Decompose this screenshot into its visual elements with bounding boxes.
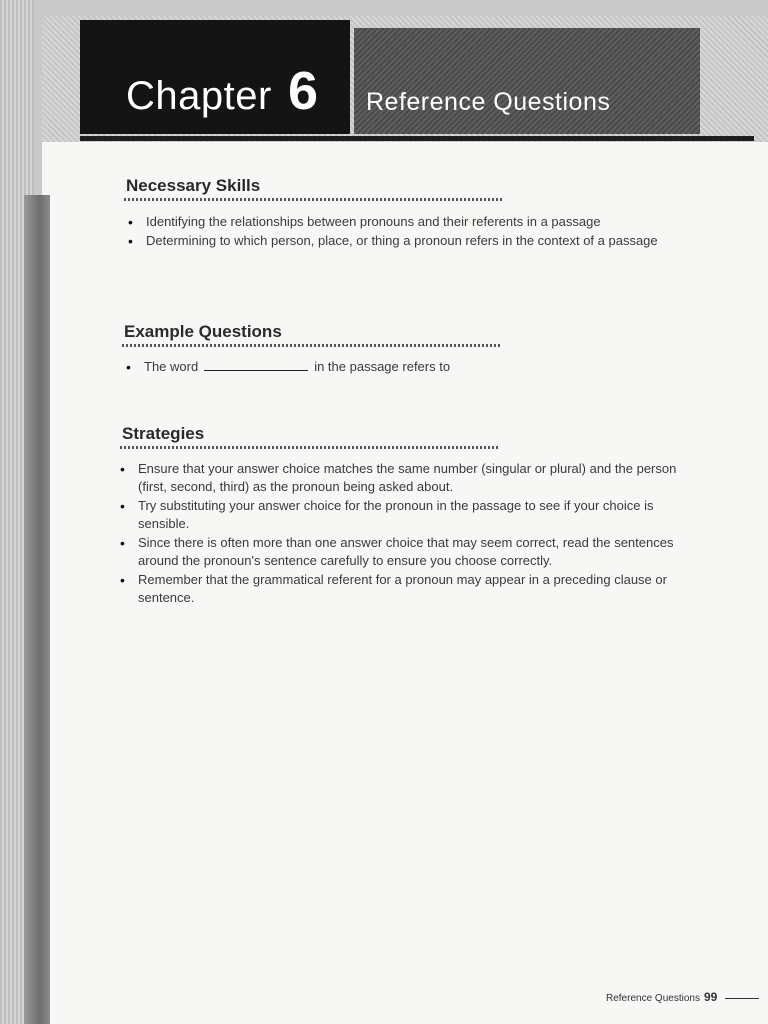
necessary-skills-heading: Necessary Skills — [126, 176, 261, 195]
bullet-icon: • — [126, 359, 131, 375]
list-item — [126, 213, 696, 231]
list-item-text: Try substituting your answer choice for the pronoun in the passage to see if your choice is sensible. — [138, 498, 654, 531]
list-item-text: Ensure that your answer choice matches the same number (singular or plural) and the person (first, second, third) as the pronoun being asked about. — [138, 461, 677, 494]
section-divider — [122, 344, 502, 347]
section-divider — [124, 198, 504, 201]
running-title: Reference Questions — [606, 993, 700, 1004]
chapter-title-box — [354, 28, 700, 134]
necessary-skills-list — [126, 213, 696, 251]
footer-rule — [725, 998, 759, 999]
strategies-list — [118, 460, 688, 608]
chapter-title: Reference Questions — [366, 88, 611, 116]
chapter-word: Chapter — [126, 74, 272, 118]
header-rule — [80, 136, 754, 141]
example-text-after: in the passage refers to — [314, 359, 451, 374]
section-divider — [120, 446, 500, 449]
blank-line — [204, 358, 308, 371]
bullet-icon: • — [120, 572, 125, 588]
book-binding-shadow — [24, 195, 50, 1024]
example-questions-list — [124, 358, 694, 377]
list-item-text: Remember that the grammatical referent for a pronoun may appear in a preceding clause or sentence. — [138, 572, 667, 605]
example-text-before: The word — [144, 359, 199, 374]
bullet-icon: • — [120, 461, 125, 477]
page-footer — [606, 990, 717, 1004]
bullet-icon: • — [128, 233, 133, 249]
list-item — [118, 534, 688, 570]
bullet-icon: • — [128, 214, 133, 230]
list-item — [118, 460, 688, 496]
bullet-icon: • — [120, 535, 125, 551]
list-item-text: Identifying the relationships between pronouns and their referents in a passage — [146, 214, 601, 229]
bullet-icon: • — [120, 498, 125, 514]
list-item — [124, 358, 694, 376]
list-item-text: Since there is often more than one answer choice that may seem correct, read the sentences around the pronoun's sentence carefully to ensure you choose correctly. — [138, 535, 674, 568]
list-item — [118, 497, 688, 533]
chapter-number: 6 — [288, 61, 319, 121]
list-item — [126, 232, 696, 250]
page-number: 99 — [703, 990, 718, 1004]
list-item — [118, 571, 688, 607]
strategies-heading: Strategies — [122, 424, 205, 443]
list-item-text: Determining to which person, place, or thing a pronoun refers in the context of a passage — [146, 233, 658, 248]
example-questions-heading: Example Questions — [124, 322, 282, 341]
